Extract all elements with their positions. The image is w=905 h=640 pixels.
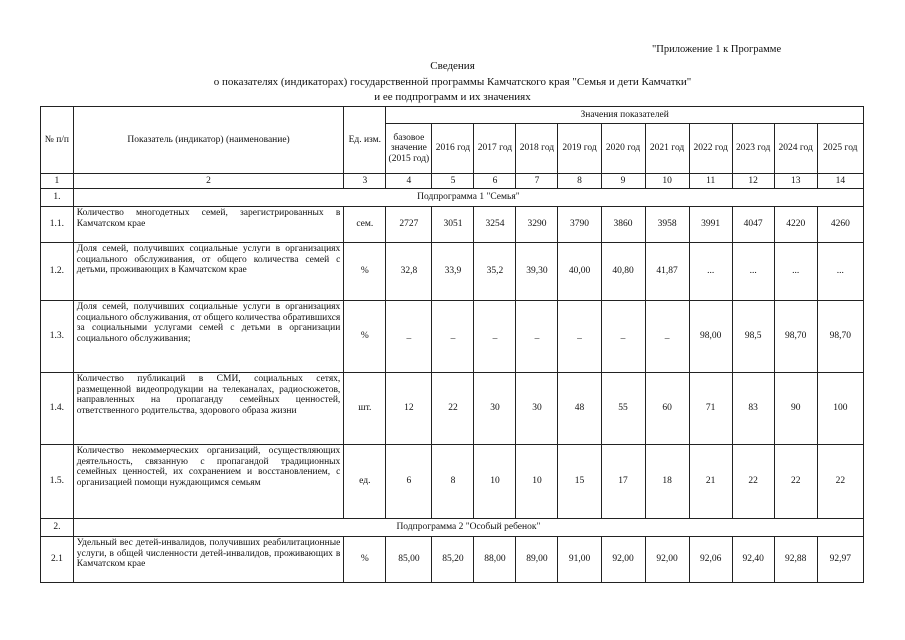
value-cell: 10 [474,445,516,519]
header-values-group: Значения показателей [386,107,864,124]
row-number: 2.1 [41,537,74,583]
value-cell: 98,5 [732,301,774,373]
column-number: 5 [432,174,474,189]
column-number: 6 [474,174,516,189]
value-cell: 2727 [386,207,432,243]
document-title: Сведения [430,60,475,72]
column-number: 4 [386,174,432,189]
value-cell: _ [516,301,558,373]
value-cell: 3790 [558,207,601,243]
value-cell: 90 [774,373,817,445]
value-cell: 83 [732,373,774,445]
header-year: 2018 год [516,124,558,174]
header-unit: Ед. изм. [344,107,386,174]
value-cell: _ [601,301,645,373]
value-cell: 92,97 [817,537,863,583]
column-number: 3 [344,174,386,189]
unit-cell: % [344,537,386,583]
indicator-name: Количество многодетных семей, зарегистрированных в Камчатском крае [73,207,344,243]
unit-cell: ед. [344,445,386,519]
value-cell: 22 [432,373,474,445]
value-cell: 33,9 [432,243,474,301]
value-cell: 85,20 [432,537,474,583]
column-number-row [41,174,864,189]
value-cell: 4260 [817,207,863,243]
value-cell: 10 [516,445,558,519]
value-cell: 100 [817,373,863,445]
table-row [41,243,864,301]
value-cell: 91,00 [558,537,601,583]
value-cell: 71 [689,373,732,445]
value-cell: ... [817,243,863,301]
value-cell: 41,87 [645,243,689,301]
value-cell: _ [645,301,689,373]
header-year: 2025 год [817,124,863,174]
value-cell: 4047 [732,207,774,243]
header-indicator: Показатель (индикатор) (наименование) [73,107,344,174]
value-cell: 30 [474,373,516,445]
indicator-name: Количество некоммерческих организаций, осуществляющих деятельность, связанную с пропагандой традиционных семейных ценностей, их сохранением и восстановлением, с организацией помощи нуждающимся семьям [73,445,344,519]
column-number: 14 [817,174,863,189]
value-cell: 40,80 [601,243,645,301]
value-cell: 3254 [474,207,516,243]
value-cell: 18 [645,445,689,519]
value-cell: 48 [558,373,601,445]
header-year: 2019 год [558,124,601,174]
value-cell: 85,00 [386,537,432,583]
value-cell: 8 [432,445,474,519]
value-cell: 98,70 [817,301,863,373]
row-number: 1.1. [41,207,74,243]
indicator-name: Удельный вес детей-инвалидов, получивших реабилитационные услуги, в общей численности детей-инвалидов, проживающих в Камчатском крае [73,537,344,583]
header-year: 2016 год [432,124,474,174]
value-cell: 4220 [774,207,817,243]
document-subtitle: о показателях (индикаторах) государственной программы Камчатского края "Семья и дети Камчатки" [213,76,692,88]
value-cell: 40,00 [558,243,601,301]
header-year: 2022 год [689,124,732,174]
section-title: Подпрограмма 2 "Особый ребенок" [73,519,863,537]
indicator-name: Доля семей, получивших социальные услуги в организациях социального обслуживания, от общего количества семей с детьми, проживающих в Камчатском крае [73,243,344,301]
value-cell: 92,00 [601,537,645,583]
value-cell: 32,8 [386,243,432,301]
value-cell: 3991 [689,207,732,243]
value-cell: 98,70 [774,301,817,373]
column-number: 8 [558,174,601,189]
value-cell: 6 [386,445,432,519]
header-year: 2017 год [474,124,516,174]
section-row [41,519,864,537]
section-title: Подпрограмма 1 "Семья" [73,189,863,207]
header-num: № п/п [41,107,74,174]
column-number: 13 [774,174,817,189]
table-row [41,207,864,243]
indicator-name: Количество публикаций в СМИ, социальных сетях, размещенной видеопродукции на телеканалах, радиосюжетов, направленных на пропаганду семейных ценностей, ответственного родительства, здорового образа жизни [73,373,344,445]
value-cell: 22 [817,445,863,519]
section-number: 2. [41,519,74,537]
value-cell: 22 [774,445,817,519]
unit-cell: % [344,301,386,373]
value-cell: 88,00 [474,537,516,583]
row-number: 1.4. [41,373,74,445]
value-cell: 30 [516,373,558,445]
value-cell: ... [689,243,732,301]
value-cell: 3860 [601,207,645,243]
value-cell: _ [386,301,432,373]
document-subtitle-line2: и ее подпрограмм и их значениях [374,91,531,103]
value-cell: 89,00 [516,537,558,583]
value-cell: 55 [601,373,645,445]
value-cell: _ [558,301,601,373]
appendix-label: "Приложение 1 к Программе [652,44,782,55]
value-cell: 3958 [645,207,689,243]
value-cell: 15 [558,445,601,519]
value-cell: 98,00 [689,301,732,373]
section-row [41,189,864,207]
row-number: 1.3. [41,301,74,373]
value-cell: ... [732,243,774,301]
unit-cell: сем. [344,207,386,243]
value-cell: ... [774,243,817,301]
column-number: 2 [73,174,344,189]
value-cell: 22 [732,445,774,519]
row-number: 1.5. [41,445,74,519]
table-row [41,537,864,583]
value-cell: 60 [645,373,689,445]
value-cell: 21 [689,445,732,519]
header-year: 2024 год [774,124,817,174]
header-year: 2020 год [601,124,645,174]
value-cell: 3051 [432,207,474,243]
indicator-name: Доля семей, получивших социальные услуги в организациях социального обслуживания, от общего количества обратившихся за социальными услугами семей с детьми в организации социального обслуживания; [73,301,344,373]
table-row [41,373,864,445]
column-number: 10 [645,174,689,189]
column-number: 11 [689,174,732,189]
section-number: 1. [41,189,74,207]
value-cell: 39,30 [516,243,558,301]
table-row [41,301,864,373]
value-cell: _ [432,301,474,373]
indicators-table [40,106,864,583]
column-number: 1 [41,174,74,189]
value-cell: 92,00 [645,537,689,583]
value-cell: 17 [601,445,645,519]
value-cell: _ [474,301,516,373]
value-cell: 3290 [516,207,558,243]
row-number: 1.2. [41,243,74,301]
column-number: 9 [601,174,645,189]
unit-cell: шт. [344,373,386,445]
header-year: 2023 год [732,124,774,174]
value-cell: 12 [386,373,432,445]
table-row [41,445,864,519]
value-cell: 92,06 [689,537,732,583]
column-number: 12 [732,174,774,189]
column-number: 7 [516,174,558,189]
value-cell: 35,2 [474,243,516,301]
header-base-year: базовое значение (2015 год) [386,124,432,174]
header-year: 2021 год [645,124,689,174]
value-cell: 92,40 [732,537,774,583]
value-cell: 92,88 [774,537,817,583]
unit-cell: % [344,243,386,301]
